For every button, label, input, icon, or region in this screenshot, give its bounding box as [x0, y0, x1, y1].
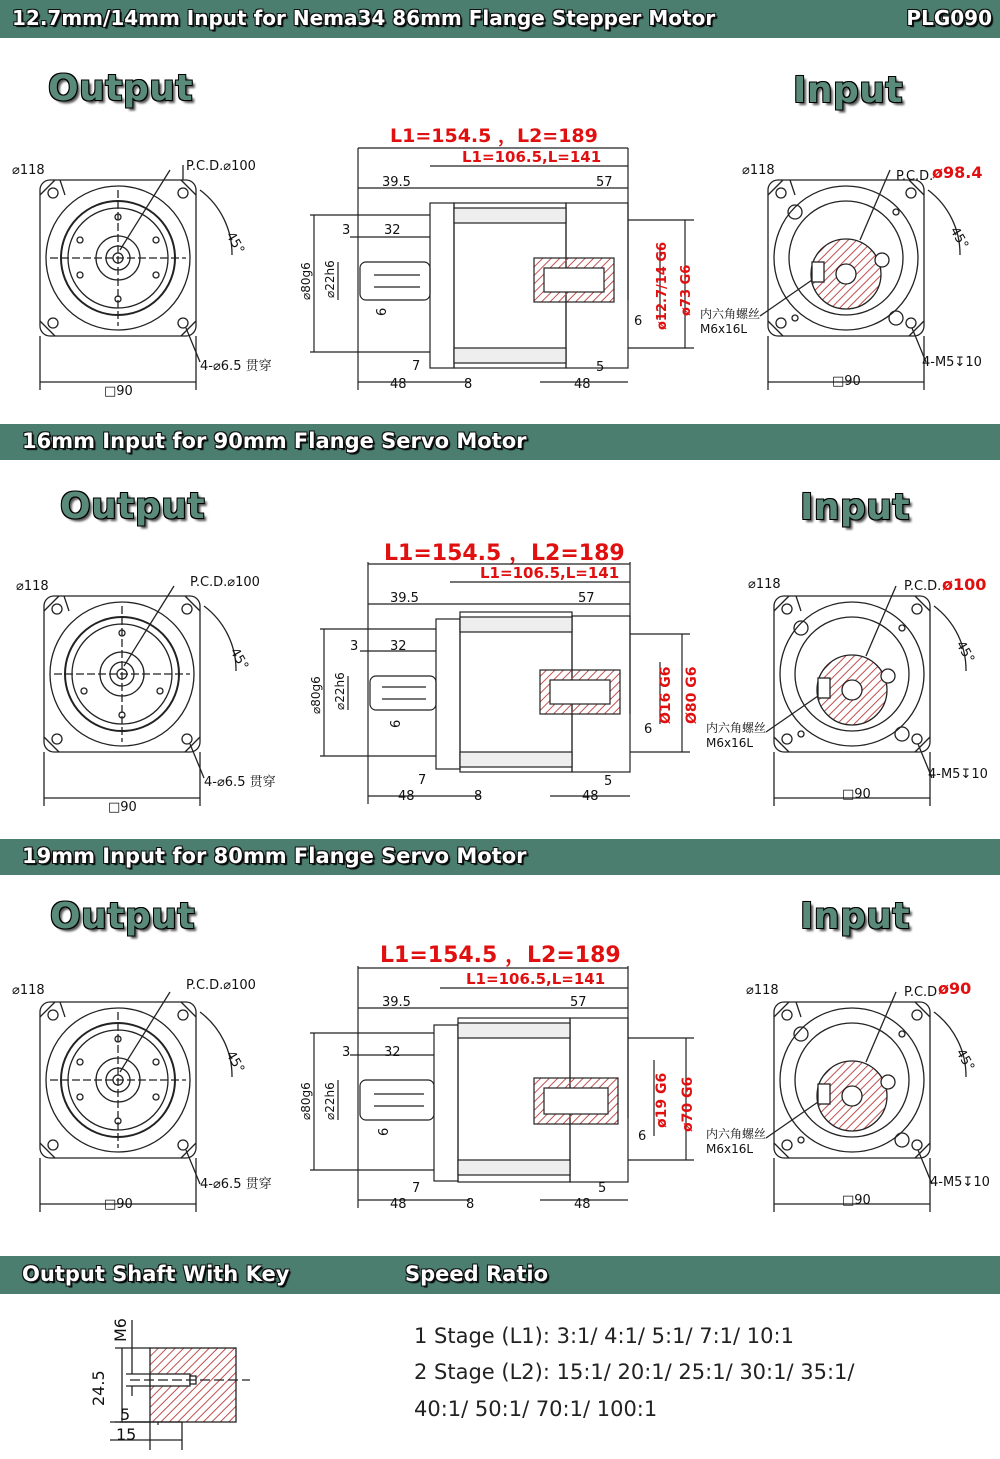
body-diameter: ⌀80g6 — [299, 1082, 313, 1120]
dim-6: 6 — [375, 307, 390, 316]
pcd-value: ø90 — [938, 979, 972, 998]
dim-57: 57 — [578, 591, 595, 606]
height-label: 24.5 — [89, 1370, 108, 1406]
output-label-2: Output — [60, 486, 206, 527]
dim-7: 7 — [418, 773, 427, 788]
holes-label: 4-⌀6.5 贯穿 — [200, 1177, 272, 1192]
screw-label: M6x16L — [700, 322, 748, 336]
pcd-label: P.C.D.⌀100 — [190, 575, 260, 590]
shaft-diameter: ⌀22h6 — [333, 672, 347, 710]
dim-5-label: 5 — [120, 1405, 131, 1424]
input-label-2: Input — [800, 487, 911, 528]
dim-5: 5 — [604, 774, 613, 789]
shaft-diameter: ⌀22h6 — [323, 260, 337, 298]
side-view-2 — [300, 534, 720, 814]
dim-48-right: 48 — [574, 1197, 591, 1212]
ratio-line-2: 2 Stage (L2): 15:1/ 20:1/ 25:1/ 30:1/ 35:1/ — [414, 1360, 855, 1384]
header-title: 12.7mm/14mm Input for Nema34 86mm Flange Stepper Motor — [12, 6, 716, 30]
dim-3: 3 — [350, 639, 359, 654]
dim-15-label: 15 — [116, 1425, 137, 1444]
screw-label-cn: 内六角螺丝 — [706, 721, 767, 735]
diameter-label: ⌀118 — [748, 577, 781, 592]
dim-32: 32 — [384, 1045, 401, 1060]
input-label-3: Input — [800, 896, 911, 937]
body-diameter: ⌀80g6 — [299, 262, 313, 300]
screw-label-cn: 内六角螺丝 — [706, 1127, 767, 1141]
holes-label: 4-M5↧10 — [922, 355, 982, 370]
output-flange-view-3 — [0, 972, 290, 1222]
length-sub: L1=106.5,L=141 — [466, 970, 606, 988]
holes-label: 4-⌀6.5 贯穿 — [204, 775, 276, 790]
length-title: L1=154.5 ，L2=189 — [390, 125, 598, 147]
pcd-prefix: P.C.D. — [904, 579, 942, 594]
angle-label: 45° — [946, 224, 972, 252]
side-view-1 — [290, 120, 710, 400]
input-label-1: Input — [793, 70, 904, 111]
screw-label: M6x16L — [706, 1142, 754, 1156]
dim-7: 7 — [412, 1181, 421, 1196]
register-diameter: ø70 G6 — [680, 1076, 696, 1132]
section-title-2: 16mm Input for 90mm Flange Servo Motor — [22, 429, 527, 453]
dim-8: 8 — [474, 789, 483, 804]
dim-39-5: 39.5 — [390, 591, 419, 606]
angle-label: 45° — [952, 638, 978, 666]
dim-57: 57 — [570, 995, 587, 1010]
register-diameter: ø73 G6 — [679, 264, 694, 316]
output-label-1: Output — [48, 68, 194, 109]
length-sub: L1=106.5,L=141 — [462, 148, 602, 166]
input-flange-view-1 — [700, 150, 1000, 400]
dim-6-right: 6 — [644, 722, 653, 737]
square-label: □90 — [842, 1193, 871, 1208]
dim-48-left: 48 — [390, 1197, 407, 1212]
screw-label-cn: 内六角螺丝 — [700, 307, 761, 321]
output-shaft-key-drawing — [70, 1300, 270, 1455]
holes-label: 4-⌀6.5 贯穿 — [200, 359, 272, 374]
pcd-label: P.C.D.⌀100 — [186, 159, 256, 174]
diameter-label: ⌀118 — [12, 983, 45, 998]
holes-label: 4-M5↧10 — [928, 767, 988, 782]
square-label: □90 — [842, 787, 871, 802]
section-bar-2 — [0, 424, 1000, 460]
output-flange-view-1 — [0, 150, 290, 400]
dim-48-left: 48 — [398, 789, 415, 804]
angle-label: 45° — [952, 1046, 978, 1074]
dim-32: 32 — [390, 639, 407, 654]
ratio-line-1: 1 Stage (L1): 3:1/ 4:1/ 5:1/ 7:1/ 10:1 — [414, 1324, 794, 1348]
section-title-3: 19mm Input for 80mm Flange Servo Motor — [22, 844, 527, 868]
dim-5: 5 — [598, 1181, 607, 1196]
dim-6-right: 6 — [634, 314, 643, 329]
pcd-prefix: P.C.D — [904, 985, 938, 1000]
dim-32: 32 — [384, 223, 401, 238]
diameter-label: ⌀118 — [742, 163, 775, 178]
thread-label: M6 — [111, 1318, 130, 1342]
dim-6-right: 6 — [638, 1129, 647, 1144]
square-label: □90 — [108, 800, 137, 815]
angle-label: 45° — [222, 229, 248, 257]
angle-label: 45° — [222, 1048, 248, 1076]
bottom-bar — [0, 1256, 1000, 1294]
input-bore-diameter: ø12.7/14 G6 — [655, 241, 670, 330]
dim-6: 6 — [389, 719, 404, 728]
diameter-label: ⌀118 — [16, 579, 49, 594]
pcd-prefix: P.C.D. — [896, 169, 934, 184]
input-bore-diameter: Ø16 G6 — [658, 666, 674, 724]
pcd-value: ø100 — [942, 575, 987, 594]
dim-8: 8 — [466, 1197, 475, 1212]
body-diameter: ⌀80g6 — [309, 676, 323, 714]
dim-39-5: 39.5 — [382, 175, 411, 190]
length-sub: L1=106.5,L=141 — [480, 564, 620, 582]
dim-48-right: 48 — [574, 377, 591, 392]
angle-label: 45° — [226, 645, 252, 673]
diameter-label: ⌀118 — [746, 983, 779, 998]
output-label-3: Output — [50, 896, 196, 937]
dim-3: 3 — [342, 1045, 351, 1060]
dim-6: 6 — [377, 1127, 392, 1136]
dim-48-left: 48 — [390, 377, 407, 392]
square-label: □90 — [104, 384, 133, 399]
ratio-line-3: 40:1/ 50:1/ 70:1/ 100:1 — [414, 1397, 658, 1421]
header-bar — [0, 0, 1000, 38]
dim-3: 3 — [342, 223, 351, 238]
dim-48-right: 48 — [582, 789, 599, 804]
shaft-diameter: ⌀22h6 — [323, 1082, 337, 1120]
diameter-label: ⌀118 — [12, 163, 45, 178]
length-title: L1=154.5 ，L2=189 — [384, 541, 625, 566]
pcd-value: ø98.4 — [932, 163, 983, 182]
input-bore-diameter: ø19 G6 — [654, 1072, 670, 1128]
input-flange-view-3 — [706, 972, 1000, 1222]
pcd-label: P.C.D.⌀100 — [186, 978, 256, 993]
side-view-3 — [290, 938, 710, 1218]
dim-8: 8 — [464, 377, 473, 392]
square-label: □90 — [104, 1197, 133, 1212]
section-bar-3 — [0, 839, 1000, 875]
length-title: L1=154.5 ，L2=189 — [380, 943, 621, 968]
dim-5: 5 — [596, 360, 605, 375]
output-flange-view-2 — [4, 566, 294, 816]
ratio-title: Speed Ratio — [405, 1262, 548, 1286]
shaft-title: Output Shaft With Key — [22, 1262, 290, 1286]
dim-7: 7 — [412, 359, 421, 374]
register-diameter: Ø80 G6 — [684, 666, 700, 724]
screw-label: M6x16L — [706, 736, 754, 750]
model-code: PLG090 — [906, 6, 992, 30]
dim-39-5: 39.5 — [382, 995, 411, 1010]
input-flange-view-2 — [706, 566, 1000, 816]
square-label: □90 — [832, 374, 861, 389]
dim-57: 57 — [596, 175, 613, 190]
holes-label: 4-M5↧10 — [930, 1175, 990, 1190]
